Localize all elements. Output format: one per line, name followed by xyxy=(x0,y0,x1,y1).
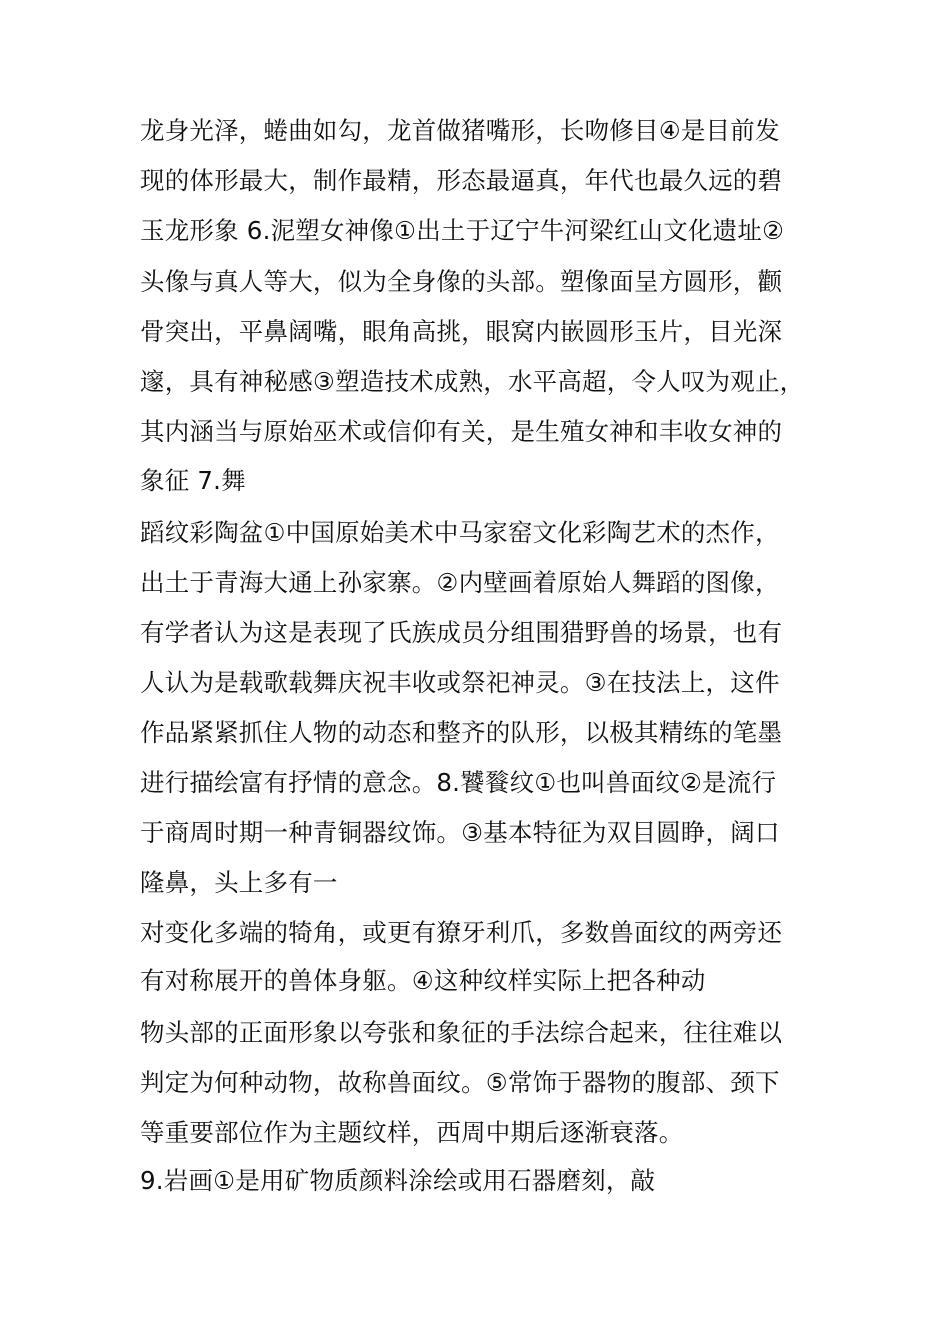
text-line: 等重要部位作为主题纹样，西周中期后逐渐衰落。 xyxy=(140,1118,684,1147)
text-line: 蹈纹彩陶盆①中国原始美术中马家窑文化彩陶艺术的杰作， xyxy=(140,518,780,547)
text-line: 头像与真人等大，似为全身像的头部。塑像面呈方圆形，颧 xyxy=(140,267,783,296)
text-line: 骨突出，平鼻阔嘴，眼角高挑，眼窝内嵌圆形玉片，目光深 xyxy=(140,317,783,346)
text-line: 隆鼻，头上多有一 xyxy=(140,868,338,897)
text-line: 作品紧紧抓住人物的动态和整齐的队形，以极其精练的笔墨 xyxy=(140,718,783,747)
text-line: 象征 7.舞 xyxy=(140,466,246,495)
text-line: 进行描绘富有抒情的意念。8.饕餮纹①也叫兽面纹②是流行 xyxy=(140,768,777,797)
text-line: 现的体形最大，制作最精，形态最逼真，年代也最久远的碧 xyxy=(140,166,783,195)
text-line: 邃，具有神秘感③塑造技术成熟，水平高超，令人叹为观止， xyxy=(140,367,805,396)
text-line: 出土于青海大通上孙家寨。②内壁画着原始人舞蹈的图像， xyxy=(140,568,780,597)
text-line: 判定为何种动物，故称兽面纹。⑤常饰于器物的腹部、颈下 xyxy=(140,1068,780,1097)
text-line: 于商周时期一种青铜器纹饰。③基本特征为双目圆睁，阔口 xyxy=(140,818,780,847)
text-line: 龙身光泽，蜷曲如勾，龙首做猪嘴形，长吻修目④是目前发 xyxy=(140,116,780,145)
text-line: 9.岩画①是用矿物质颜料涂绘或用石器磨刻，敲 xyxy=(140,1166,656,1195)
text-line: 有学者认为这是表现了氏族成员分组围猎野兽的场景，也有 xyxy=(140,618,783,647)
text-line: 物头部的正面形象以夸张和象征的手法综合起来，往往难以 xyxy=(140,1018,783,1047)
text-line: 对变化多端的犄角，或更有獠牙利爪，多数兽面纹的两旁还 xyxy=(140,918,783,947)
text-line: 玉龙形象 6.泥塑女神像①出土于辽宁牛河梁红山文化遗址② xyxy=(140,216,785,245)
text-line: 其内涵当与原始巫术或信仰有关，是生殖女神和丰收女神的 xyxy=(140,417,783,446)
text-line: 有对称展开的兽体身躯。④这种纹样实际上把各种动 xyxy=(140,966,706,995)
text-line: 人认为是载歌载舞庆祝丰收或祭祀神灵。③在技法上，这件 xyxy=(140,668,780,697)
